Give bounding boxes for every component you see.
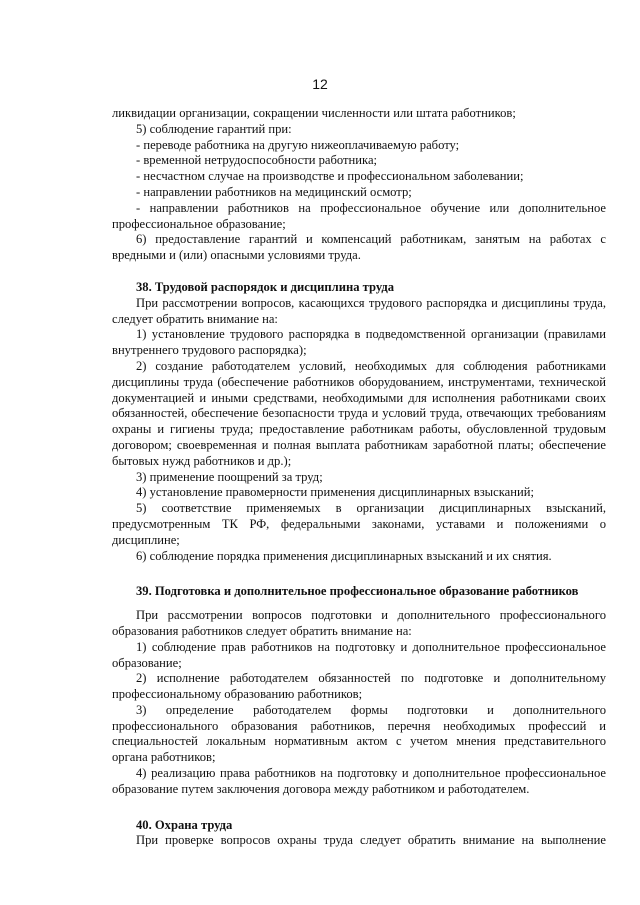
paragraph: 3) применение поощрений за труд; (136, 469, 323, 484)
paragraph: ликвидации организации, сокращении численности или штата работников; (112, 106, 516, 120)
list-item: - направлении работников на профессиональное обучение или дополнительное профессиональное образование; (112, 200, 606, 231)
paragraph: При рассмотрении вопросов, касающихся трудового распорядка и дисциплины труда, следует обратить внимание на: (112, 295, 606, 326)
page-number: 12 (312, 76, 328, 92)
section-39 (112, 584, 606, 797)
paragraph: 1) соблюдение прав работников на подготовку и дополнительное профессиональное образование; (112, 639, 606, 670)
paragraph: 6) предоставление гарантий и компенсаций работникам, занятым на работах с вредными и (или) опасными условиями труда. (112, 232, 606, 263)
list-item: - несчастном случае на производстве и профессиональном заболевании; (136, 169, 524, 184)
paragraph: 5) соответствие применяемых в организации дисциплинарных взысканий, предусмотренным ТК РФ, федеральными законами, уставами и положениями о дисциплине; (112, 501, 606, 547)
section-heading: 38. Трудовой распорядок и дисциплина труда (136, 279, 395, 294)
list-item: - направлении работников на медицинский осмотр; (136, 184, 412, 199)
paragraph: При рассмотрении вопросов подготовки и дополнительного профессионального образования работников следует обратить внимание на: (112, 608, 606, 638)
list-item: - переводе работника на другую нижеоплачиваемую работу; (136, 137, 460, 152)
paragraph: 2) исполнение работодателем обязанностей по подготовке и дополнительному профессиональному образованию работников; (112, 671, 606, 702)
page-content (112, 106, 606, 849)
section-heading: 40. Охрана труда (136, 817, 233, 832)
paragraph: 4) установление правомерности применения дисциплинарных взысканий; (136, 485, 534, 500)
section-heading: 39. Подготовка и дополнительное профессиональное образование работников (136, 584, 579, 599)
paragraph: 1) установление трудового распорядка в подведомственной организации (правилами внутреннего трудового распорядка); (112, 327, 606, 358)
paragraph: 4) реализацию права работников на подготовку и дополнительное профессиональное образование путем заключения договора между работником и работодателем. (112, 766, 606, 796)
list-item: - временной нетрудоспособности работника; (136, 153, 378, 168)
paragraph: 2) создание работодателем условий, необходимых для соблюдения работниками дисциплины труда (обеспечение работников оборудованием, инструментами, технической документацией и иными средствами, необходимыми для исполнения работниками своих обязанностей, обеспечение безопасности труда и условий труда, отвечающих требованиям охраны и гигиены труда; предоставление работникам работы, обусловленной трудовым договором; своевременная и полная выплата работникам заработной платы; обеспечение бытовых нужд работников и др.); (112, 358, 606, 468)
paragraph: 6) соблюдение порядка применения дисциплинарных взысканий и их снятия. (136, 548, 552, 563)
section-38 (112, 280, 606, 564)
section-40 (112, 818, 606, 850)
paragraph: При проверке вопросов охраны труда следует обратить внимание на выполнение (136, 833, 606, 848)
paragraph: 3) определение работодателем формы подготовки и дополнительного профессионального образования работников, перечня необходимых профессий и специальностей локальным нормативным актом с учетом мнения представительного органа работников; (112, 702, 606, 765)
paragraph: 5) соблюдение гарантий при: (136, 121, 292, 136)
